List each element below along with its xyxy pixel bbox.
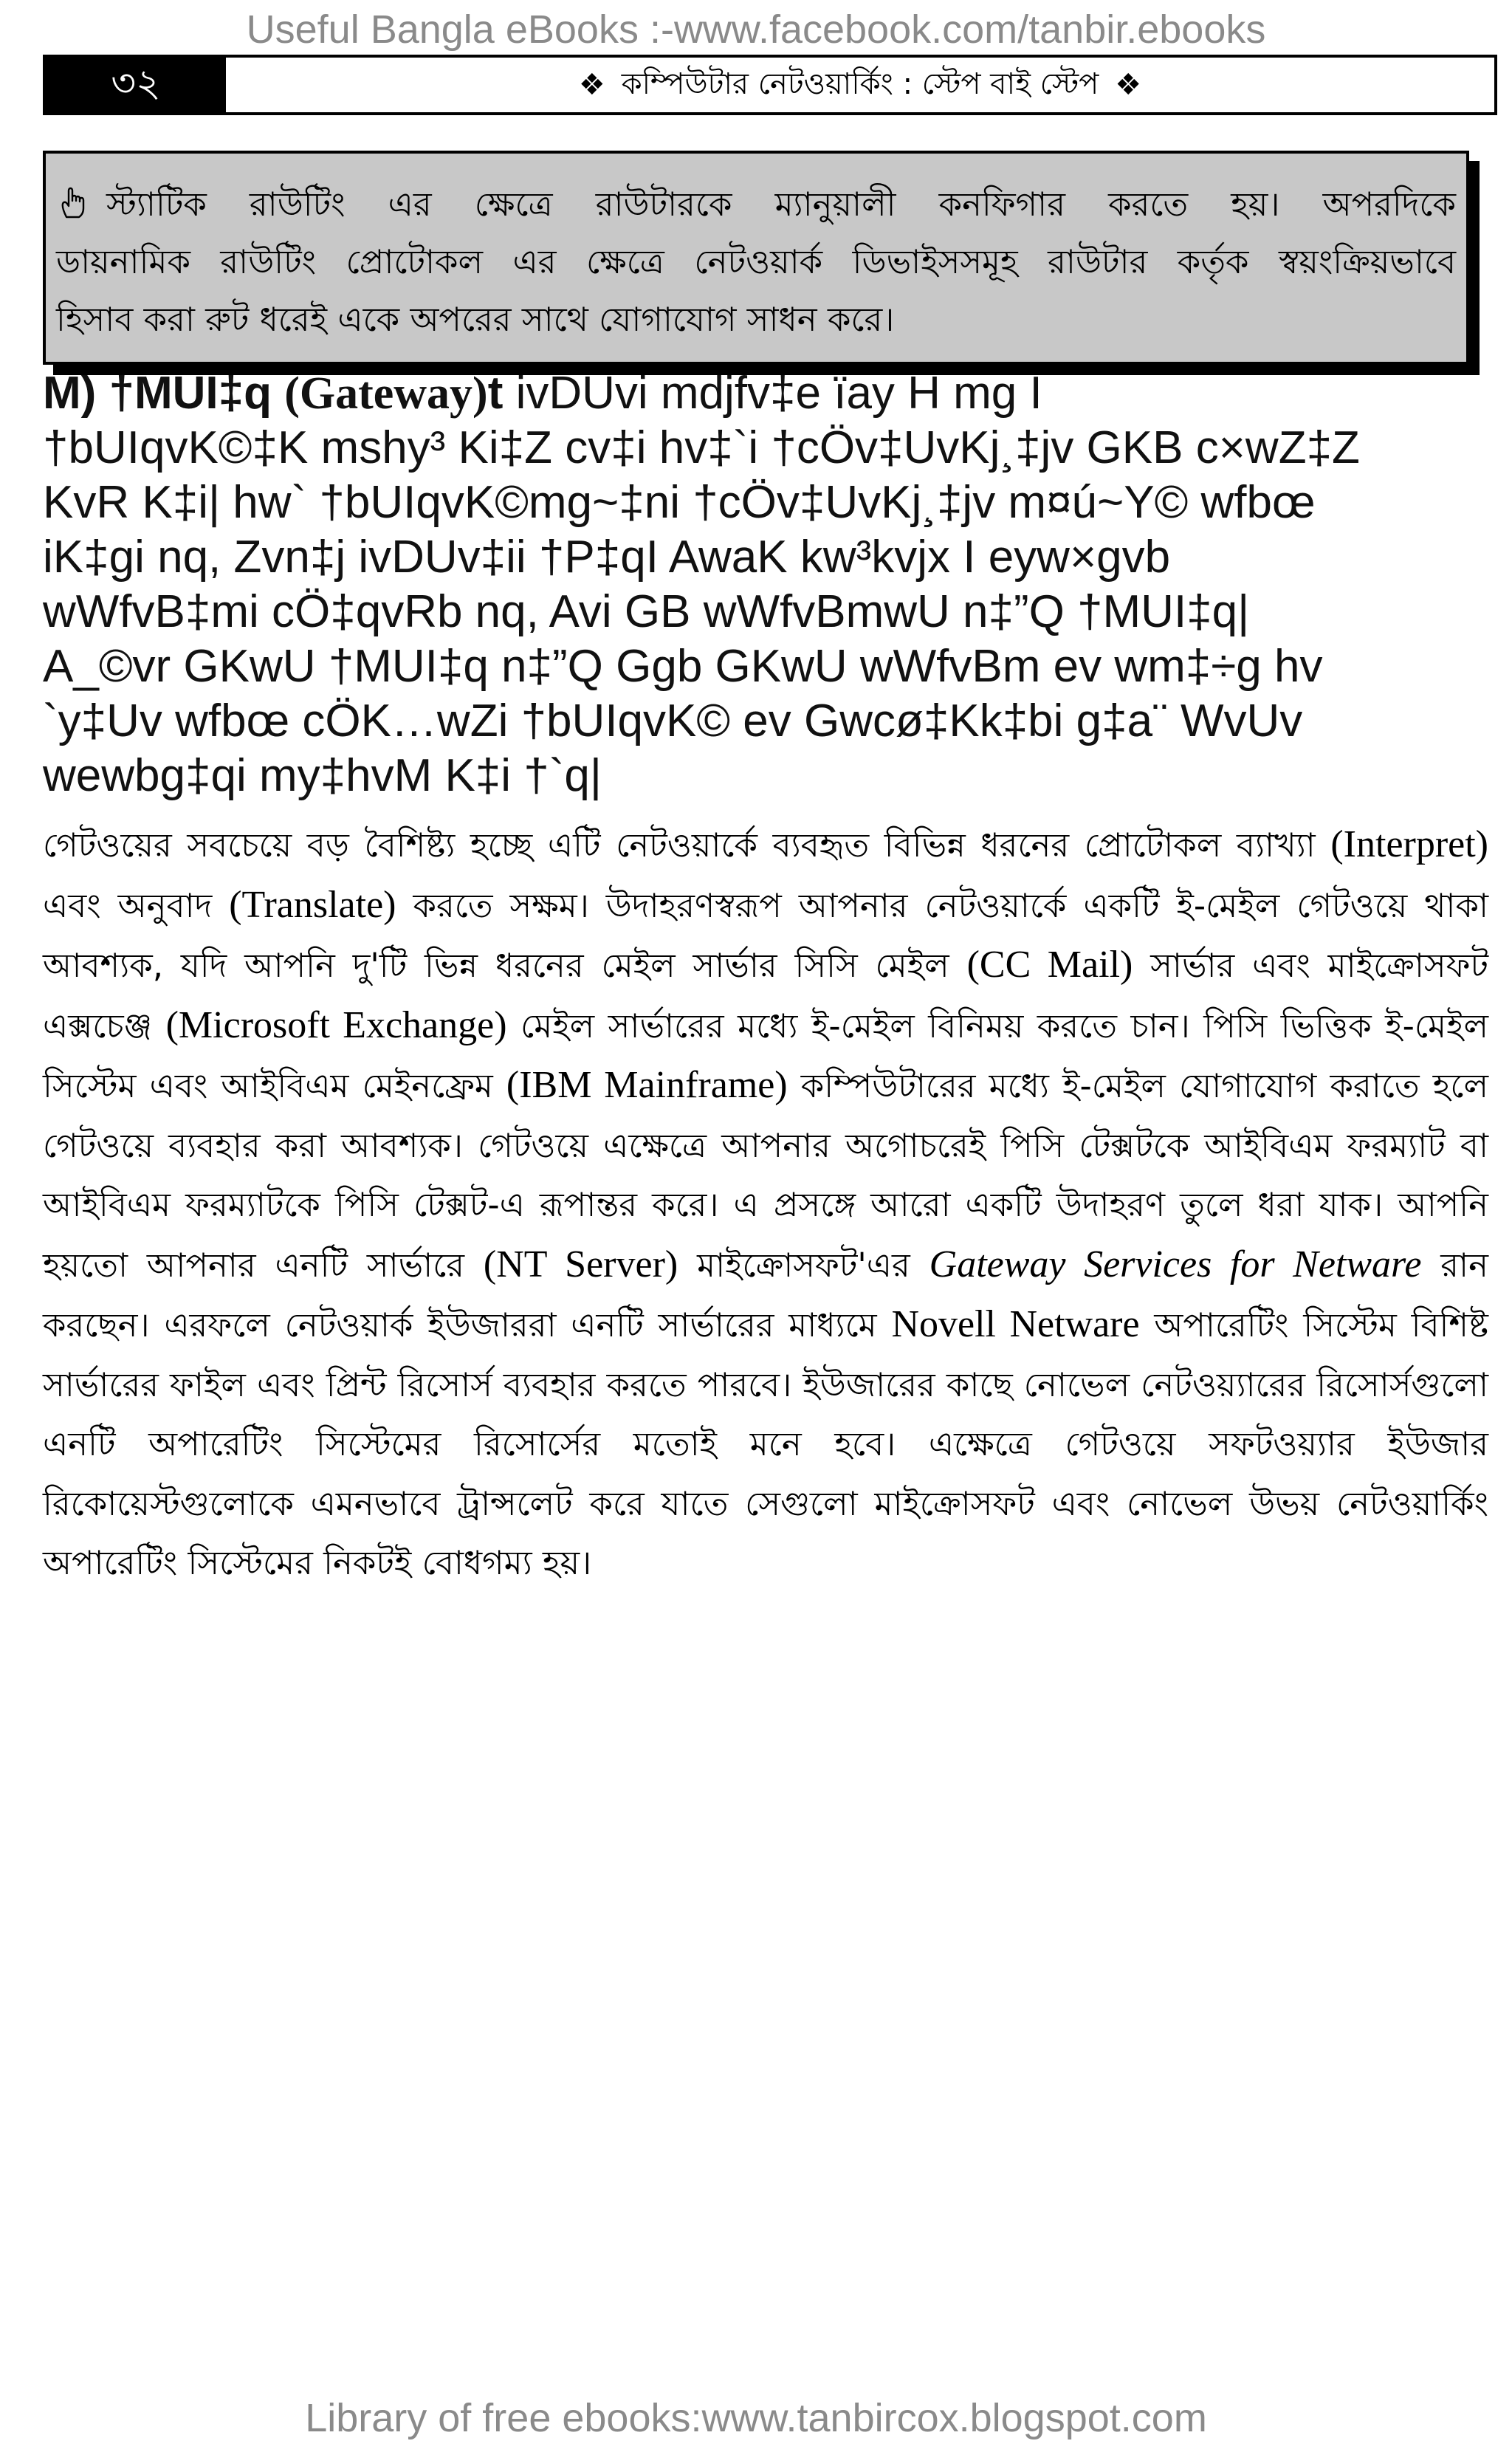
body-text: এবং অনুবাদ [43, 885, 213, 925]
note-line-3: হিসাব করা রুট ধরেই একে অপরের সাথে যোগাযোগ সাধন করে। [56, 300, 895, 339]
running-header [43, 55, 1497, 115]
heading-suffix: t [487, 368, 504, 419]
term-ibm-mainframe: (IBM Mainframe) [506, 1064, 788, 1106]
heading-line-8: wewbg‡qi my‡hvM K‡i †`q| [43, 750, 602, 801]
running-title [226, 58, 1494, 112]
heading-line-4: iK‡gi nq, Zvn‡j ivDUv‡ii †P‡qI AwaK kw³kvjx I eyw×gvb [43, 532, 1171, 583]
body-text: রান করছেন। এরফলে নেটওয়ার্ক ইউজাররা এনটি সার্ভারের মাধ্যমে [43, 1245, 1488, 1345]
term-microsoft-exchange: (Microsoft Exchange) [165, 1003, 507, 1046]
bottom-watermark: Library of free ebooks:www.tanbircox.blogspot.com [305, 2396, 1207, 2440]
heading-gateway-term: (Gateway) [284, 368, 488, 419]
term-nt-server: (NT Server) [483, 1243, 678, 1285]
heading-line-6: A_©vr GKwU †MUI‡q n‡”Q Ggb GKwU wWfvBm ev wm‡÷g hv [43, 641, 1323, 692]
pointing-hand-icon [56, 185, 92, 220]
body-text: গেটওয়ের সবচেয়ে বড় বৈশিষ্ট্য হচ্ছে এটি নেটওয়ার্কে ব্যবহৃত বিভিন্ন ধরনের প্রোটোকল ব্যাখ্যা [43, 825, 1316, 865]
body-text: মাইক্রোসফট'এর [697, 1245, 910, 1285]
term-interpret: (Interpret) [1330, 823, 1488, 865]
heading-label: M) †MUI‡q [43, 368, 272, 419]
section-heading [43, 366, 1490, 803]
note-line-1 [56, 176, 1456, 233]
note-line-2: ডায়নামিক রাউটিং প্রোটোকল এর ক্ষেত্রে নেটওয়ার্ক ডিভাইসসমূহ রাউটার কর্তৃক স্বয়ংক্রিয়ভাবে [56, 242, 1456, 281]
heading-line-7: `y‡Uv wfbœ cÖK…wZi †bUIqvK© ev Gwcø‡Kk‡bi g‡a¨ WvUv [43, 696, 1303, 746]
top-watermark: Useful Bangla eBooks :-www.facebook.com/tanbir.ebooks [246, 7, 1266, 52]
heading-line-5: wWfvB‡mi cÖ‡qvRb nq, Avi GB wWfvBmwU n‡”Q †MUI‡q| [43, 586, 1250, 637]
note-box [43, 151, 1469, 365]
heading-text-1: ivDUvi mdjfv‡e ïay H mg I [503, 368, 1042, 419]
book-title: কম্পিউটার নেটওয়ার্কিং : স্টেপ বাই স্টেপ [621, 66, 1099, 101]
body-text: মেইল সার্ভারের মধ্যে ই-মেইল বিনিময় করতে চান। পিসি ভিত্তিক ই-মেইল সিস্টেম এবং আইবিএম মেইনফ্রেম [43, 1006, 1489, 1105]
heading-line-2: †bUIqvK©‡K mshy³ Ki‡Z cv‡i hv‡`i †cÖv‡UvKj¸‡jv GKB c×wZ‡Z [43, 422, 1360, 473]
body-paragraph [43, 815, 1488, 1593]
ornament-icon: ❖ [1115, 68, 1142, 102]
body-text: কম্পিউটারের মধ্যে ই-মেইল যোগাযোগ করাতে হলে গেটওয়ে ব্যবহার করা আবশ্যক। গেটওয়ে এক্ষেত্রে আপনার অগোচরেই পিসি টেক্সটকে আইবিএম ফরম্যাট বা আইবিএম ফরম্যাটকে পিসি টেক্সট-এ রূপান্তর করে। এ প্রসঙ্গে আরো একটি উদাহরণ তুলে ধরা যাক। আপনি হয়তো আপনার এনটি সার্ভারে [43, 1066, 1488, 1285]
term-translate: (Translate) [229, 883, 396, 926]
term-cc-mail: (CC Mail) [966, 944, 1133, 986]
body-text: করতে সক্ষম। উদাহরণস্বরূপ আপনার নেটওয়ার্কে একটি ই-মেইল গেটওয়ে থাকা আবশ্যক, যদি আপনি দু'টি ভিন্ন ধরনের মেইল সার্ভার সিসি মেইল [43, 885, 1489, 985]
term-gateway-services: Gateway Services for Netware [929, 1243, 1422, 1285]
heading-line-3: KvR K‡i| hw` †bUIqvK©mg~‡ni †cÖv‡UvKj¸‡jv m¤ú~Y© wfbœ [43, 477, 1316, 528]
body-text: সার্ভার এবং মাইক্রোসফট এক্সচেঞ্জ [43, 946, 1488, 1045]
heading-line-1 [43, 366, 1490, 421]
body-text: অপারেটিং সিস্টেম বিশিষ্ট সার্ভারের ফাইল এবং প্রিন্ট রিসোর্স ব্যবহার করতে পারবে। ইউজারের কাছে নোভেল নেটওয়্যারের রিসোর্সগুলো এনটি অপারেটিং সিস্টেমের রিসোর্সের মতোই মনে হবে। এক্ষেত্রে গেটওয়ে সফটওয়্যার ইউজার রিকোয়েস্টগুলোকে এমনভাবে ট্রান্সলেট করে যাতে সেগুলো মাইক্রোসফট এবং নোভেল উভয় নেটওয়ার্কিং অপারেটিং সিস্টেমের নিকটই বোধগম্য হয়। [43, 1305, 1489, 1582]
term-novell-netware: Novell Netware [891, 1303, 1140, 1345]
page-number: ৩২ [46, 58, 226, 112]
ornament-icon: ❖ [578, 68, 605, 102]
note-text-1: স্ট্যাটিক রাউটিং এর ক্ষেত্রে রাউটারকে ম্যানুয়ালী কনফিগার করতে হয়। অপরদিকে [106, 185, 1456, 224]
